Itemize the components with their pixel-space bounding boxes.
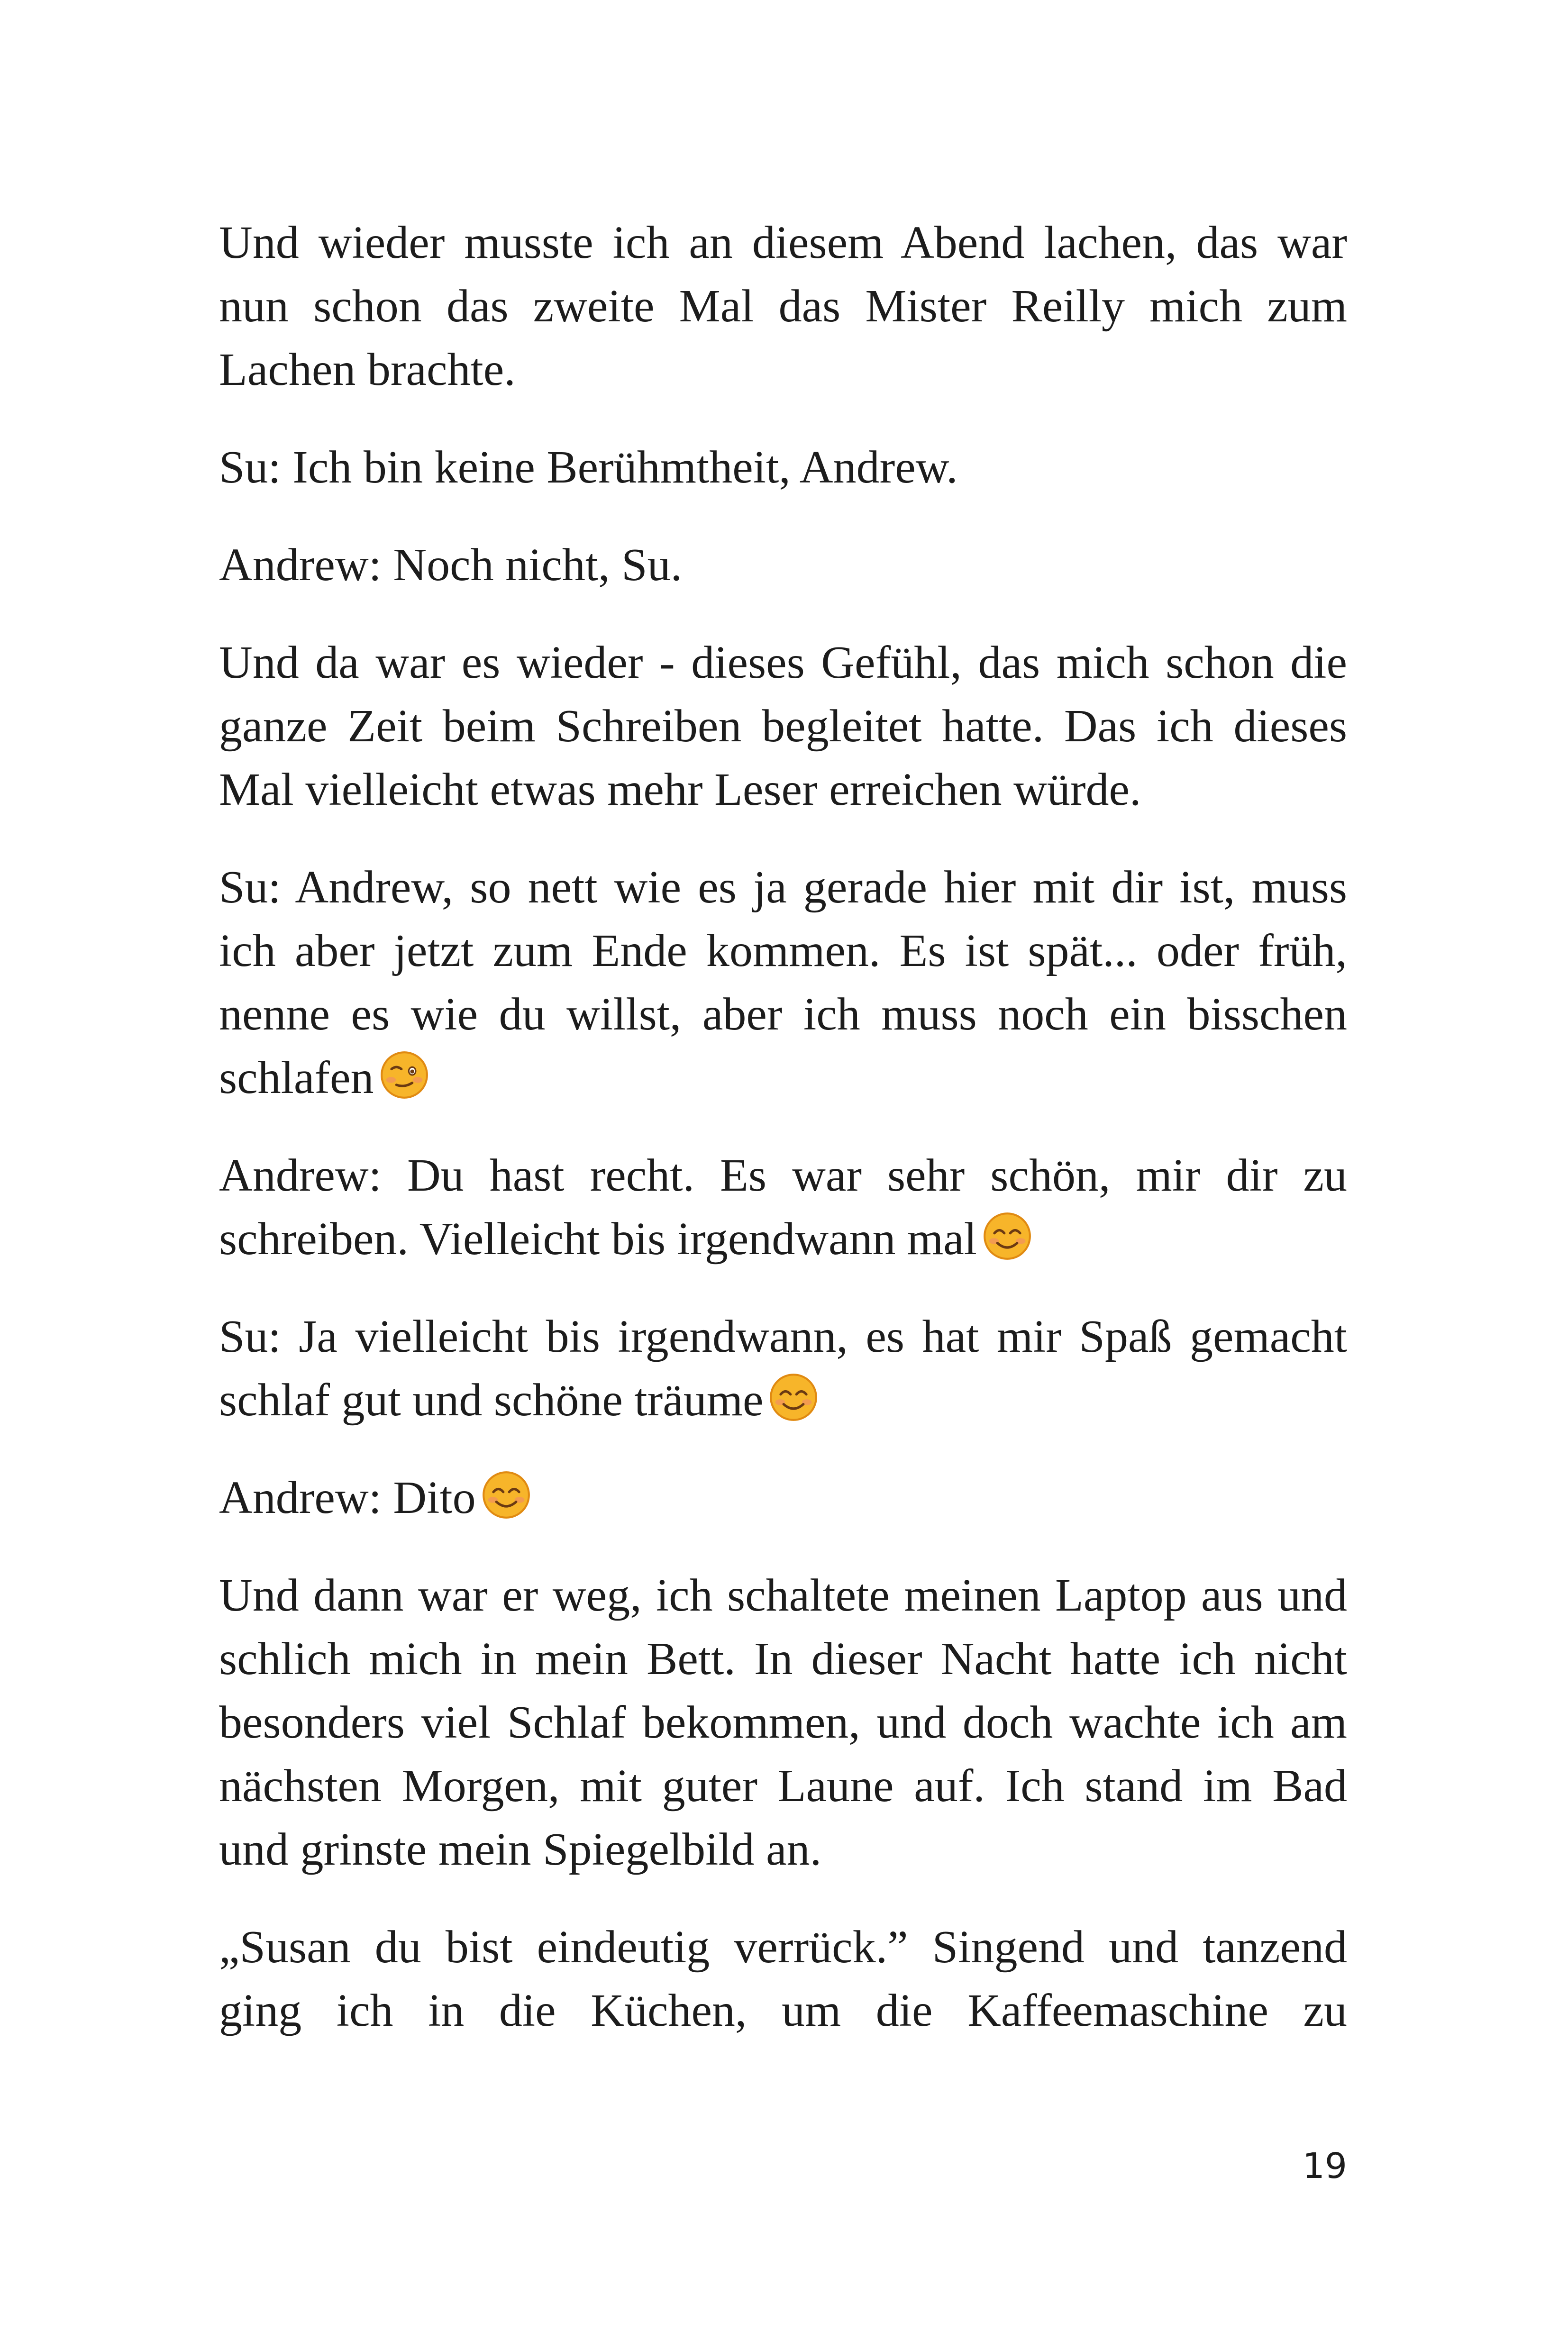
paragraph-text: Andrew: Noch nicht, Su.	[219, 539, 683, 591]
paragraph-text: „Susan du bist eindeutig verrück.” Singend und tanzend ging ich in die Küchen, um die Kaffeemaschine zu	[219, 1922, 1347, 2036]
paragraph	[219, 533, 1347, 597]
paragraph	[219, 436, 1347, 499]
paragraph-text: Und da war es wieder - dieses Gefühl, das mich schon die ganze Zeit beim Schreiben begleitet hatte. Das ich dieses Mal vielleicht etwas mehr Leser erreichen würde.	[219, 637, 1347, 815]
smiling-face-icon	[482, 1470, 531, 1520]
page-number: 19	[1302, 2146, 1347, 2186]
paragraph	[219, 631, 1347, 821]
paragraph-text: Andrew: Du hast recht. Es war sehr schön, mir dir zu schreiben. Vielleicht bis irgendwann mal	[219, 1150, 1347, 1265]
paragraph	[219, 211, 1347, 401]
paragraph-text: Andrew: Dito	[219, 1472, 476, 1523]
paragraph	[219, 856, 1347, 1110]
paragraph	[219, 1466, 1347, 1530]
paragraph	[219, 1915, 1347, 2042]
paragraph-text: Und wieder musste ich an diesem Abend lachen, das war nun schon das zweite Mal das Mister Reilly mich zum Lachen brachte.	[219, 217, 1347, 395]
paragraph	[219, 1144, 1347, 1271]
paragraph	[219, 1564, 1347, 1881]
smiling-face-icon	[983, 1211, 1032, 1261]
page-body-text	[219, 211, 1347, 2042]
paragraph-text: Su: Andrew, so nett wie es ja gerade hier mit dir ist, muss ich aber jetzt zum Ende kommen. Es ist spät... oder früh, nenne es wie du willst, aber ich muss noch ein bisschen schlafen	[219, 862, 1347, 1103]
winking-face-icon	[380, 1050, 429, 1100]
paragraph-text: Su: Ja vielleicht bis irgendwann, es hat mir Spaß gemacht schlaf gut und schöne träume	[219, 1311, 1347, 1426]
paragraph	[219, 1305, 1347, 1432]
paragraph-text: Su: Ich bin keine Berühmtheit, Andrew.	[219, 442, 958, 493]
paragraph-text: Und dann war er weg, ich schaltete meinen Laptop aus und schlich mich in mein Bett. In dieser Nacht hatte ich nicht besonders viel Schlaf bekommen, und doch wachte ich am nächsten Morgen, mit guter Laune auf. Ich stand im Bad und grinste mein Spiegelbild an.	[219, 1570, 1347, 1875]
smiling-face-icon	[769, 1373, 818, 1422]
